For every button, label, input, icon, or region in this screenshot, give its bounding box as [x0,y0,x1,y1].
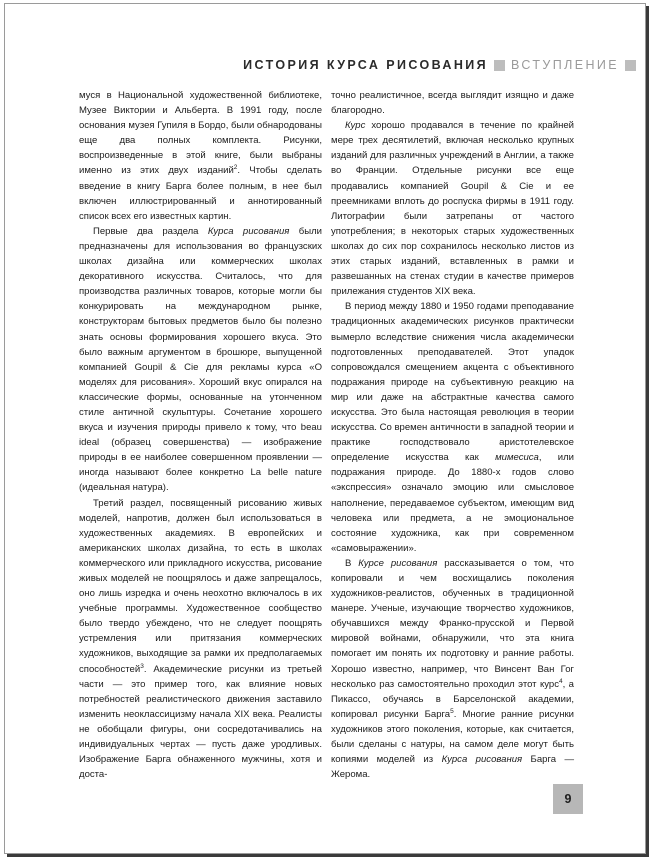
paragraph: Первые два раздела Курса рисования были предназначены для использования во французских школах дизайна или коммерческих школах декоративного искусства. Считалось, что для производства различных товаров, которые могли бы конкурировать на международном рынке, конструкторам бытовых предметов было бы полезно знать основы формирования хорошего вкуса. Это было важным аргументом в брошюре, выпущенной компанией Goupil & Cie для рекламы курса «О моделях для рисования». Хороший вкус опирался на классические формы, основанные на утонченном стиле античной скульптуры. Сочетание хорошего вкуса и изучения природы привело к тому, что beau ideal (образец совершенства) — изображение природы в ее наиболее совершенном проявлении — иногда называют более конкретно La belle nature (идеальная натура). [79,225,322,494]
right-column [331,88,574,782]
paragraph: В Курсе рисования рассказывается о том, что копировали и чем восхищались поколения художников-реалистов, обученных в традиционной манере. Ученые, изучающие творчество художников, обучавшихся между Франко-прусской и Первой мировой войнами, обнаружили, что эта книга помогает им понять их подготовку и ранние работы. Хорошо известно, например, что Винсент Ван Гог несколько раз самостоятельно проходил этот курс$^4$, а Пикассо, обучаясь в Барселонской академии, копировал рисунки Барга$^5$. Многие ранние рисунки художников этого поколения, которые, как считается, были сделаны с натуры, на самом деле могут быть копиями моделей из Курса рисования Барга — Жерома. [331,557,574,781]
page-number: 9 [553,784,583,814]
header-square-marker [494,60,505,71]
footnote-ref: 4 [559,677,563,685]
paragraph: точно реалистичное, всегда выглядит изящно и даже благородно. [331,90,574,117]
footnote-ref: 5 [450,707,454,715]
left-column [79,88,322,782]
paragraph: В период между 1880 и 1950 годами преподавание традиционных академических рисунков практически вымерло вследствие снижения числа академически подготовленных преподавателей. Этот упадок сопровождался смещением акцента с объективного подражания природе на субъективную реакцию на мир или даже на абстрактные качества самого искусства. Это была настоящая революция в теории искусства. Со времен античности в западной теории и практике господствовало аристотелевское определение искусства как мимесиса, или подражания природе. До 1880-х годов слово «экспрессия» означало эмоцию или смысловое наполнение, передаваемое субъектом, имеющим вид человека или предмета, а не эмоциональное состояние художника, как при современном «самовыражении». [331,301,575,554]
header-square-marker-end [625,60,636,71]
running-header [243,55,636,75]
section-title: ВСТУПЛЕНИЕ [511,58,619,72]
paragraph: Третий раздел, посвященный рисованию живых моделей, напротив, должен был использоваться в художественных академиях. В европейских и американских школах дизайна, то есть в школах коммерческого или прикладного искусства, рисование живых моделей не поощрялось и даже запрещалось, оно лишь изредка и очень неохотно включалось в их учебные программы. Художественное сообщество было твердо убеждено, что не следует поощрять устремления или притязания коммерческих художников, выходящие за рамки их предполагаемых способностей$^3$. Академические рисунки из третьей части — это пример того, как влияние новых потребностей реалистического движения заставило изменить неоклассицизму начала XIX века. Реалисты не обобщали фигуры, они сосредотачивались на индивидуальных чертах — пусть даже уродливых. Изображение Барга обнаженного мужчины, хотя и доста- [79,497,322,781]
footnote-ref: 3 [140,662,144,670]
paragraph: муся в Национальной художественной библиотеке, Музее Виктории и Альберта. В 1991 году, после основания музея Гупиля в Бордо, были обнародованы еще два полных комплекта. Рисунки, воспроизведенные в этой книге, были выбраны именно из этих двух изданий$^2$. Чтобы сделать введение в книгу Барга более полным, в нее был включен иллюстрированный и аннотированный список всех его известных картин. [79,90,322,222]
footnote-ref: 2 [233,164,238,172]
book-title: ИСТОРИЯ КУРСА РИСОВАНИЯ [243,58,489,72]
paragraph: Курс хорошо продавался в течение по крайней мере трех десятилетий, включая несколько крупных изданий для различных учреждений в Англии, а также во Франции. Отдельные рисунки все еще продавались компанией Goupil & Cie и ее преемниками вплоть до роспуска фирмы в 1911 году. Литографии были затрепаны от частого употребления; в некоторых старых художественных школах до сих пор сохранилось несколько листов из этих старых изданий, вставленных в рамки и развешанных на стенах студии в качестве примеров прилежания студентов XIX века. [331,120,574,298]
